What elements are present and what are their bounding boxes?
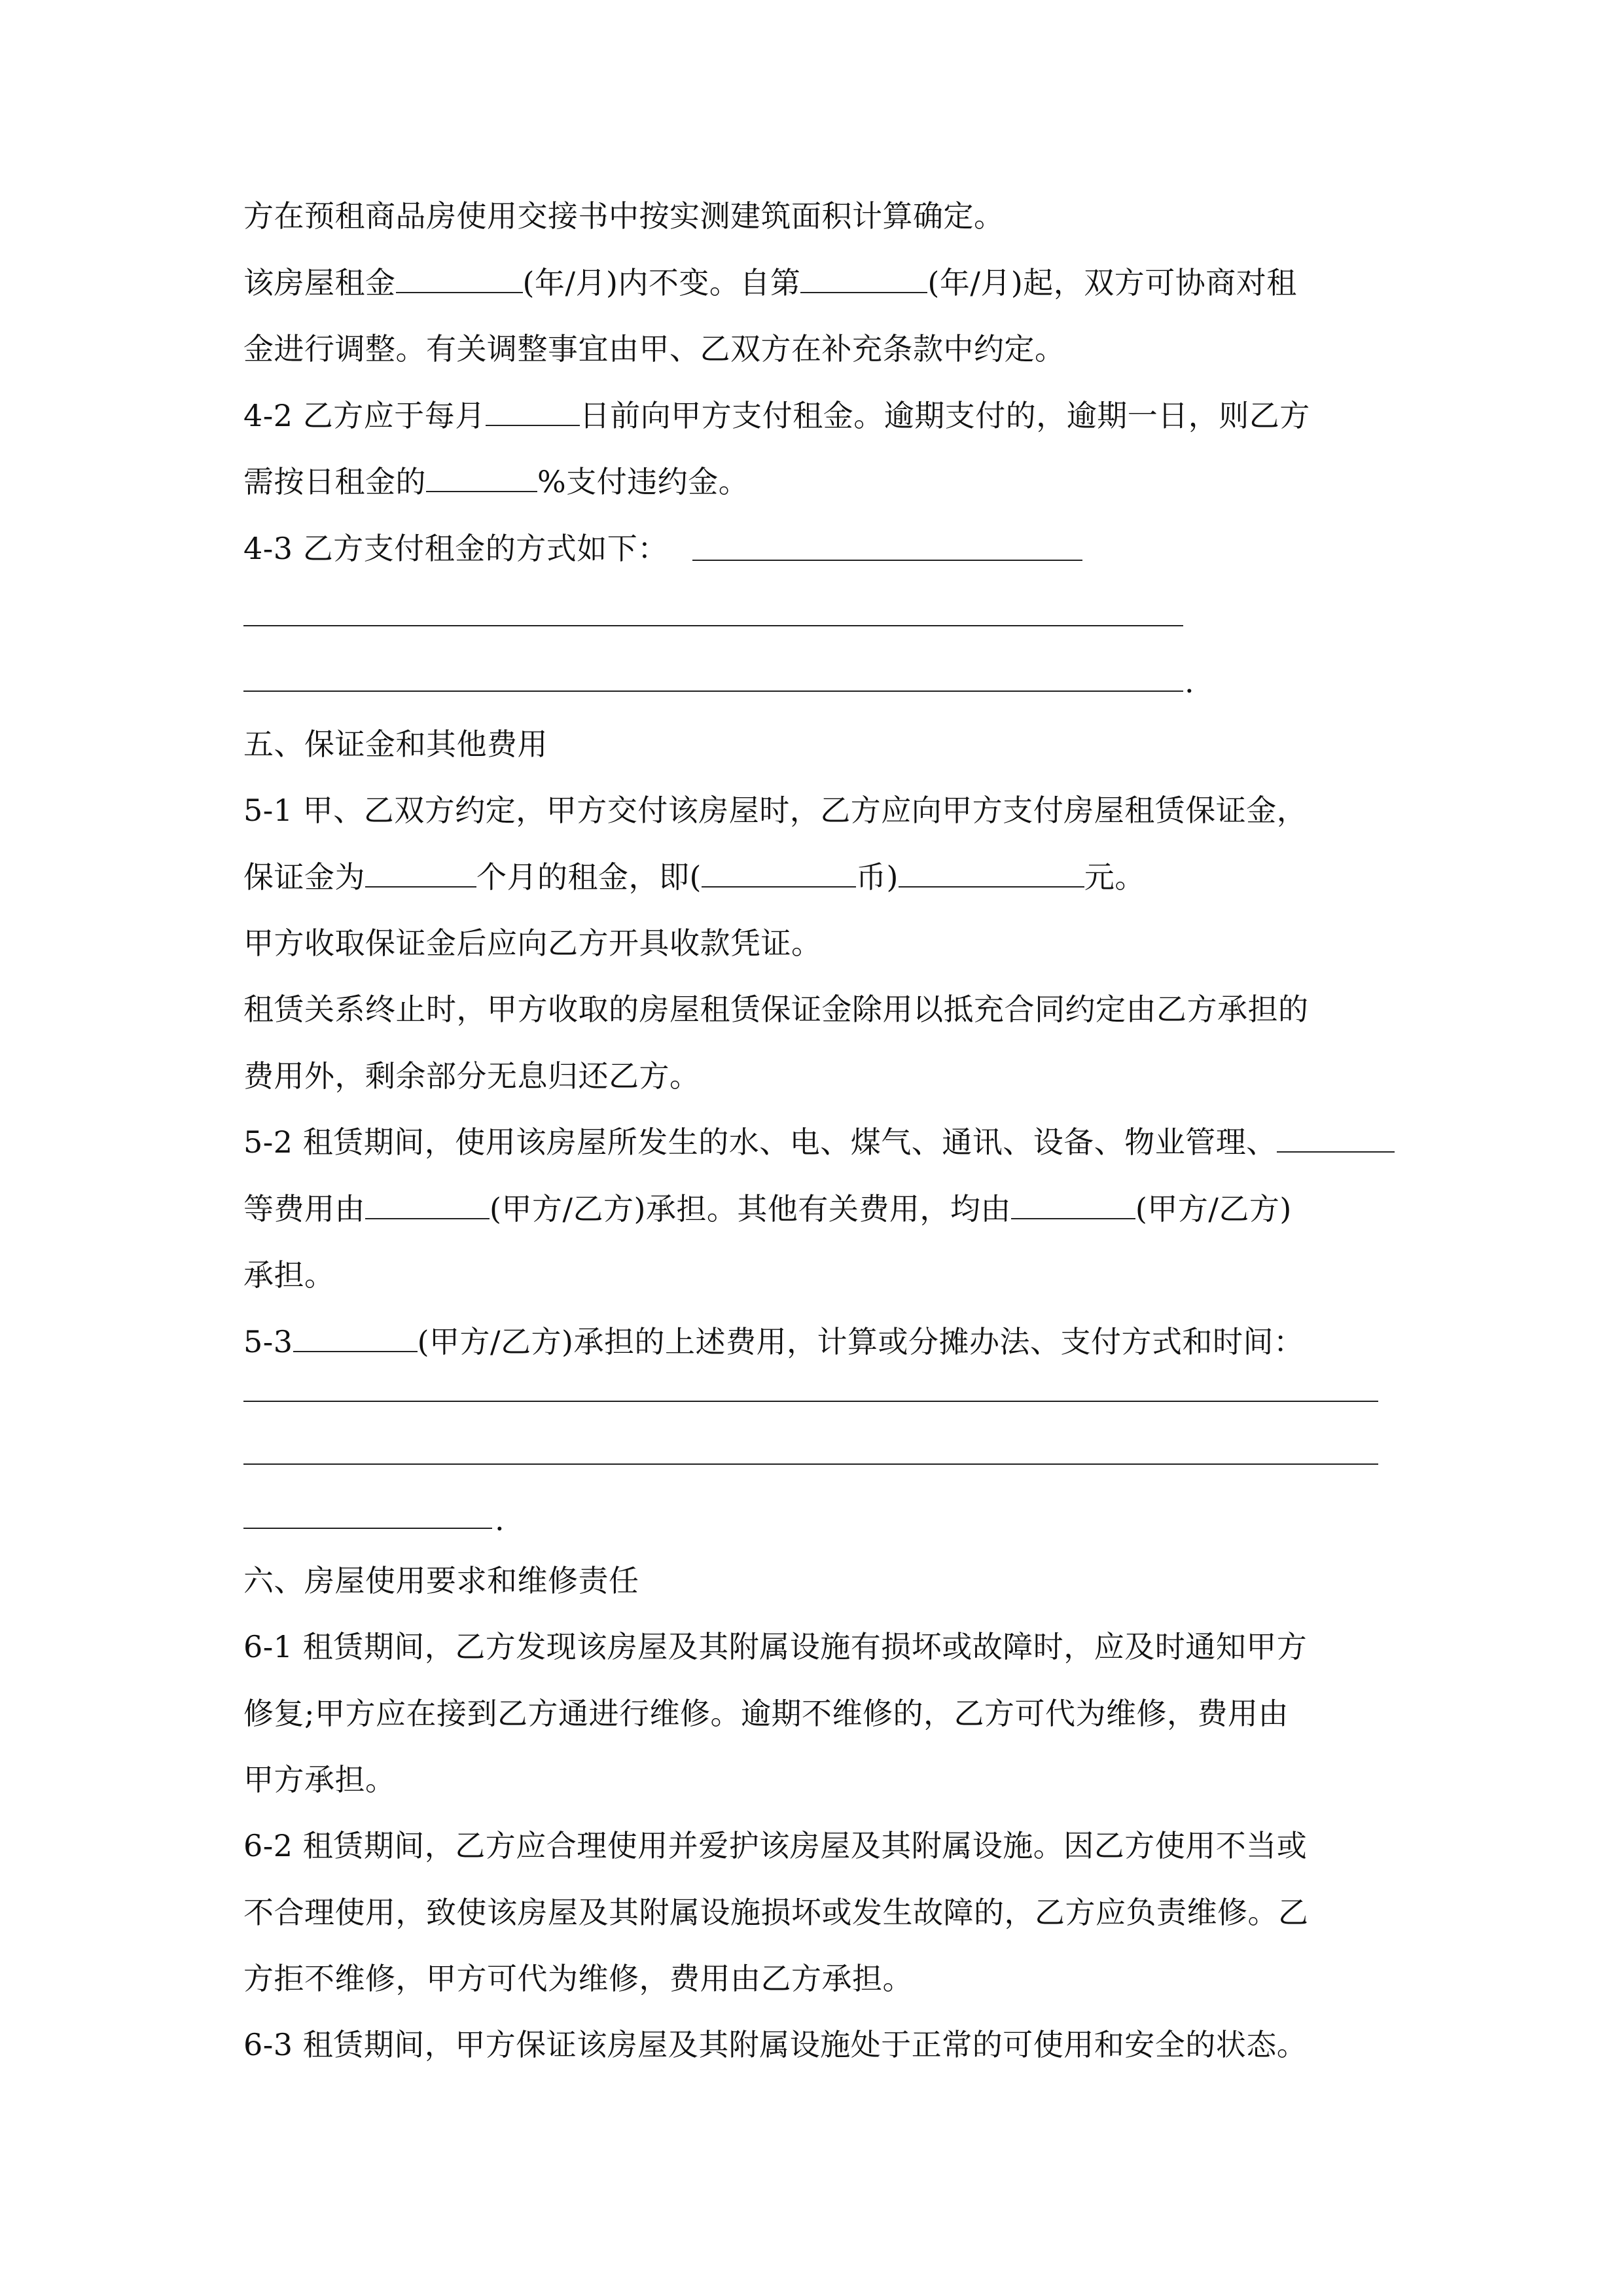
- text: (甲方/乙方)承担的上述费用，计算或分摊办法、支付方式和时间：: [417, 1324, 1304, 1359]
- text: 币): [855, 859, 899, 895]
- fill-blank: [293, 1325, 418, 1352]
- clause-6-2-line-2: [243, 1893, 1309, 1932]
- fill-line: [243, 691, 1183, 692]
- fill-blank: [1011, 1192, 1135, 1219]
- text-line-rent-unchanged: [243, 263, 1297, 302]
- text: 费用外，剩余部分无息归还乙方。: [243, 1058, 700, 1094]
- text: 需按日租金的: [243, 464, 426, 499]
- fill-blank: [800, 266, 927, 293]
- clause-4-2-line-1: [243, 396, 1310, 435]
- clause-6-1-line-2: [243, 1694, 1289, 1733]
- text: 个月的租金，即(: [476, 859, 702, 895]
- text: 五、保证金和其他费用: [243, 726, 548, 762]
- text: (年/月)起，双方可协商对租: [927, 265, 1297, 300]
- text-line-rent-adjustment: [243, 329, 1065, 368]
- text: 6-3 租赁期间，甲方保证该房屋及其附属设施处于正常的可使用和安全的状态。: [243, 2027, 1308, 2062]
- clause-5-2-line-2: [243, 1189, 1292, 1229]
- text: 4-3 乙方支付租金的方式如下：: [243, 531, 668, 566]
- section-5-heading: [243, 725, 548, 764]
- clause-6-2-line-3: [243, 1959, 913, 1998]
- text: 租赁关系终止时，甲方收取的房屋租赁保证金除用以抵充合同约定由乙方承担的: [243, 992, 1309, 1027]
- fill-blank: [899, 860, 1084, 888]
- text: 5-2 租赁期间，使用该房屋所发生的水、电、煤气、通讯、设备、物业管理、: [243, 1124, 1277, 1160]
- text: 不合理使用，致使该房屋及其附属设施损坏或发生故障的，乙方应负责维修。乙: [243, 1895, 1309, 1930]
- text: 金进行调整。有关调整事宜由甲、乙双方在补充条款中约定。: [243, 331, 1065, 367]
- fill-blank: [1277, 1125, 1395, 1153]
- clause-5-1-line-4: [243, 990, 1309, 1029]
- text: 修复;甲方应在接到乙方通进行维修。逾期不维修的，乙方可代为维修，费用由: [243, 1696, 1289, 1731]
- text: %支付违约金。: [537, 464, 749, 499]
- fill-blank: [702, 860, 856, 888]
- fill-line: [243, 625, 1183, 626]
- text: 方拒不维修，甲方可代为维修，费用由乙方承担。: [243, 1961, 913, 1996]
- fill-line: [243, 1401, 1378, 1402]
- clause-5-2-line-1: [243, 1122, 1395, 1162]
- clause-5-1-line-3: [243, 924, 822, 963]
- text: 6-1 租赁期间，乙方发现该房屋及其附属设施有损坏或故障时，应及时通知甲方: [243, 1629, 1308, 1664]
- text: 等费用由: [243, 1191, 365, 1227]
- fill-line: [243, 1463, 1378, 1465]
- clause-4-2-line-2: [243, 462, 749, 501]
- clause-6-1-line-3: [243, 1760, 396, 1799]
- fill-blank: [396, 266, 523, 293]
- text: 甲方收取保证金后应向乙方开具收款凭证。: [243, 925, 822, 961]
- fill-blank: [365, 860, 476, 888]
- fill-line: [243, 1528, 492, 1529]
- clause-6-1-line-1: [243, 1627, 1307, 1666]
- text: (年/月)内不变。自第: [522, 265, 801, 300]
- text: 保证金为: [243, 859, 365, 895]
- text: 日前向甲方支付租金。逾期支付的，逾期一日，则乙方: [579, 398, 1310, 433]
- clause-5-3-line-1: [243, 1322, 1304, 1361]
- text-line-area-determination: [243, 196, 1005, 236]
- text: (甲方/乙方): [1135, 1191, 1292, 1227]
- period: .: [1185, 664, 1194, 700]
- clause-5-2-line-3: [243, 1255, 335, 1295]
- fill-blank: [486, 399, 580, 426]
- clause-5-1-line-5: [243, 1056, 700, 1096]
- section-6-heading: [243, 1561, 639, 1600]
- text: 元。: [1084, 859, 1145, 895]
- text: 该房屋租金: [243, 265, 396, 300]
- clause-5-1-line-1: [243, 791, 1307, 830]
- text: 六、房屋使用要求和维修责任: [243, 1563, 639, 1598]
- clause-4-3: [243, 529, 668, 568]
- text: (甲方/乙方)承担。其他有关费用，均由: [490, 1191, 1011, 1227]
- fill-line: [692, 560, 1082, 561]
- clause-6-3-line-1: [243, 2025, 1307, 2064]
- text: 承担。: [243, 1257, 335, 1293]
- fill-blank: [426, 465, 537, 492]
- text: 5-1 甲、乙双方约定，甲方交付该房屋时，乙方应向甲方支付房屋租赁保证金，: [243, 793, 1308, 828]
- period: .: [495, 1502, 505, 1537]
- clause-6-2-line-1: [243, 1826, 1307, 1865]
- text: 6-2 租赁期间，乙方应合理使用并爱护该房屋及其附属设施。因乙方使用不当或: [243, 1828, 1308, 1863]
- text: 甲方承担。: [243, 1762, 396, 1797]
- fill-blank: [365, 1192, 490, 1219]
- clause-5-1-line-2: [243, 857, 1145, 897]
- text: 方在预租商品房使用交接书中按实测建筑面积计算确定。: [243, 198, 1005, 234]
- text: 5-3: [243, 1324, 293, 1359]
- text: 4-2 乙方应于每月: [243, 398, 486, 433]
